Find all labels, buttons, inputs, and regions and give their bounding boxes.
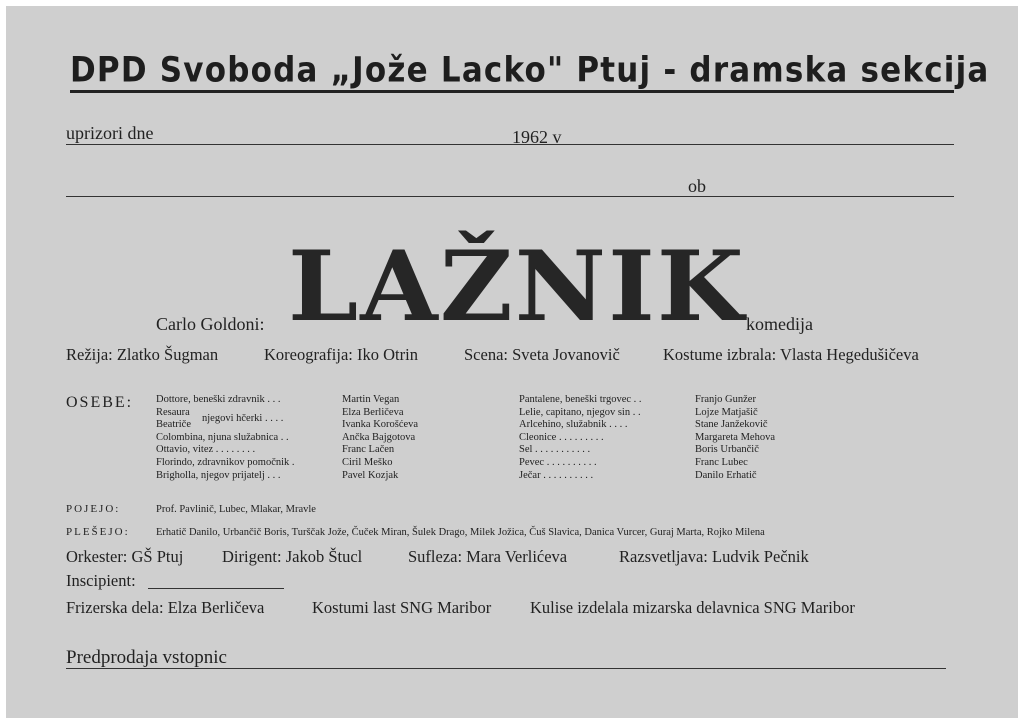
- staff-sufleza: Sufleza: Mara Verlićeva: [408, 547, 568, 566]
- cast-actor: Elza Berličeva: [342, 406, 404, 418]
- cast-role: Brigholla, njegov prijatelj . . .: [156, 469, 281, 481]
- presale-label: Predprodaja vstopnic: [66, 647, 227, 668]
- header-rule: [70, 90, 954, 93]
- pojejo-label: POJEJO:: [66, 503, 121, 515]
- cast-role: Beatriče: [156, 419, 191, 431]
- staff-razsvetljava: Razsvetljava: Ludvik Pečnik: [619, 547, 809, 566]
- cast-actor: Margareta Mehova: [695, 431, 775, 443]
- poster-sheet: [6, 6, 1018, 718]
- cast-actor: Franc Lačen: [342, 444, 395, 456]
- credit-rezija: Režija: Zlatko Šugman: [66, 345, 219, 364]
- cast-role: Colombina, njuna služabnica . .: [156, 431, 289, 443]
- cast-role: Florindo, zdravnikov pomočnik .: [156, 456, 295, 468]
- header-title: DPD Svoboda „Jože Lacko" Ptuj - dramska sekcija: [70, 50, 990, 91]
- credit-koreografija: Koreografija: Iko Otrin: [264, 345, 418, 364]
- cast-role: Ottavio, vitez . . . . . . . .: [156, 444, 256, 456]
- presale-fill-line: [66, 668, 946, 669]
- cast-role: Dottore, beneški zdravnik . . .: [156, 394, 281, 405]
- cast-role: Sel . . . . . . . . . . .: [519, 444, 591, 456]
- cast-brace-note: njegovi hčerki . . . .: [202, 413, 284, 424]
- inspicient-fill-line: [148, 588, 284, 589]
- cast-actor: Pavel Kozjak: [342, 469, 399, 481]
- plesejo-text: Erhatič Danilo, Urbančič Boris, Turščak Jože, Čuček Miran, Šulek Drago, Milek Jožica, Čuš Slavica, Danica Vurcer, Guraj Marta, Rojko Milena: [156, 527, 765, 538]
- date-fill-line: [66, 144, 954, 145]
- year-label: 1962 v: [512, 127, 562, 147]
- cast-role: Resaura: [156, 406, 190, 418]
- cast-role: Arlcehino, služabnik . . . .: [519, 419, 628, 431]
- cast-actor: Ciril Meško: [342, 456, 393, 468]
- staff-dirigent: Dirigent: Jakob Štucl: [222, 547, 363, 566]
- uprizori-label: uprizori dne: [66, 123, 154, 143]
- staff-orkester: Orkester: GŠ Ptuj: [66, 547, 184, 566]
- cast-actor: Martin Vegan: [342, 394, 400, 405]
- cast-role: Lelie, capitano, njegov sin . .: [519, 406, 641, 418]
- venue-fill-line: [66, 196, 954, 197]
- cast-actor: Danilo Erhatič: [695, 469, 757, 481]
- cast-actor: Stane Janžekovič: [695, 419, 768, 431]
- credit-kostume: Kostume izbrala: Vlasta Hegedušičeva: [663, 345, 919, 364]
- cast-label: OSEBE:: [66, 394, 134, 411]
- cast-actor: Lojze Matjašič: [695, 406, 758, 418]
- staff-kostumi: Kostumi last SNG Maribor: [312, 598, 492, 617]
- genre-label: komedija: [746, 314, 813, 334]
- cast-actor: Franjo Gunžer: [695, 394, 756, 405]
- ob-label: ob: [688, 176, 706, 196]
- play-title: LAŽNIK: [288, 230, 746, 343]
- credit-scena: Scena: Sveta Jovanovič: [464, 345, 620, 364]
- cast-left-roles: [156, 394, 295, 482]
- cast-right-roles: [519, 394, 642, 482]
- author-label: Carlo Goldoni:: [156, 314, 265, 334]
- cast-role: Ječar . . . . . . . . . .: [519, 469, 594, 481]
- cast-role: Pantalene, beneški trgovec . .: [519, 394, 642, 405]
- staff-inspicient: Inscipient:: [66, 571, 136, 590]
- cast-actor: Ančka Bajgotova: [342, 431, 416, 443]
- cast-role: Cleonice . . . . . . . . .: [519, 431, 604, 443]
- cast-right-actors: [695, 394, 775, 482]
- pojejo-text: Prof. Pavlinič, Lubec, Mlakar, Mravle: [156, 504, 316, 515]
- staff-kulise: Kulise izdelala mizarska delavnica SNG Maribor: [530, 598, 855, 617]
- cast-actor: Ivanka Korošćeva: [342, 419, 419, 431]
- cast-actor: Franc Lubec: [695, 456, 748, 468]
- cast-actor: Boris Urbančič: [695, 444, 759, 456]
- plesejo-label: PLEŠEJO:: [66, 526, 130, 538]
- cast-left-actors: [342, 394, 418, 482]
- staff-frizerska: Frizerska dela: Elza Berličeva: [66, 598, 265, 617]
- cast-role: Pevec . . . . . . . . . .: [519, 456, 597, 468]
